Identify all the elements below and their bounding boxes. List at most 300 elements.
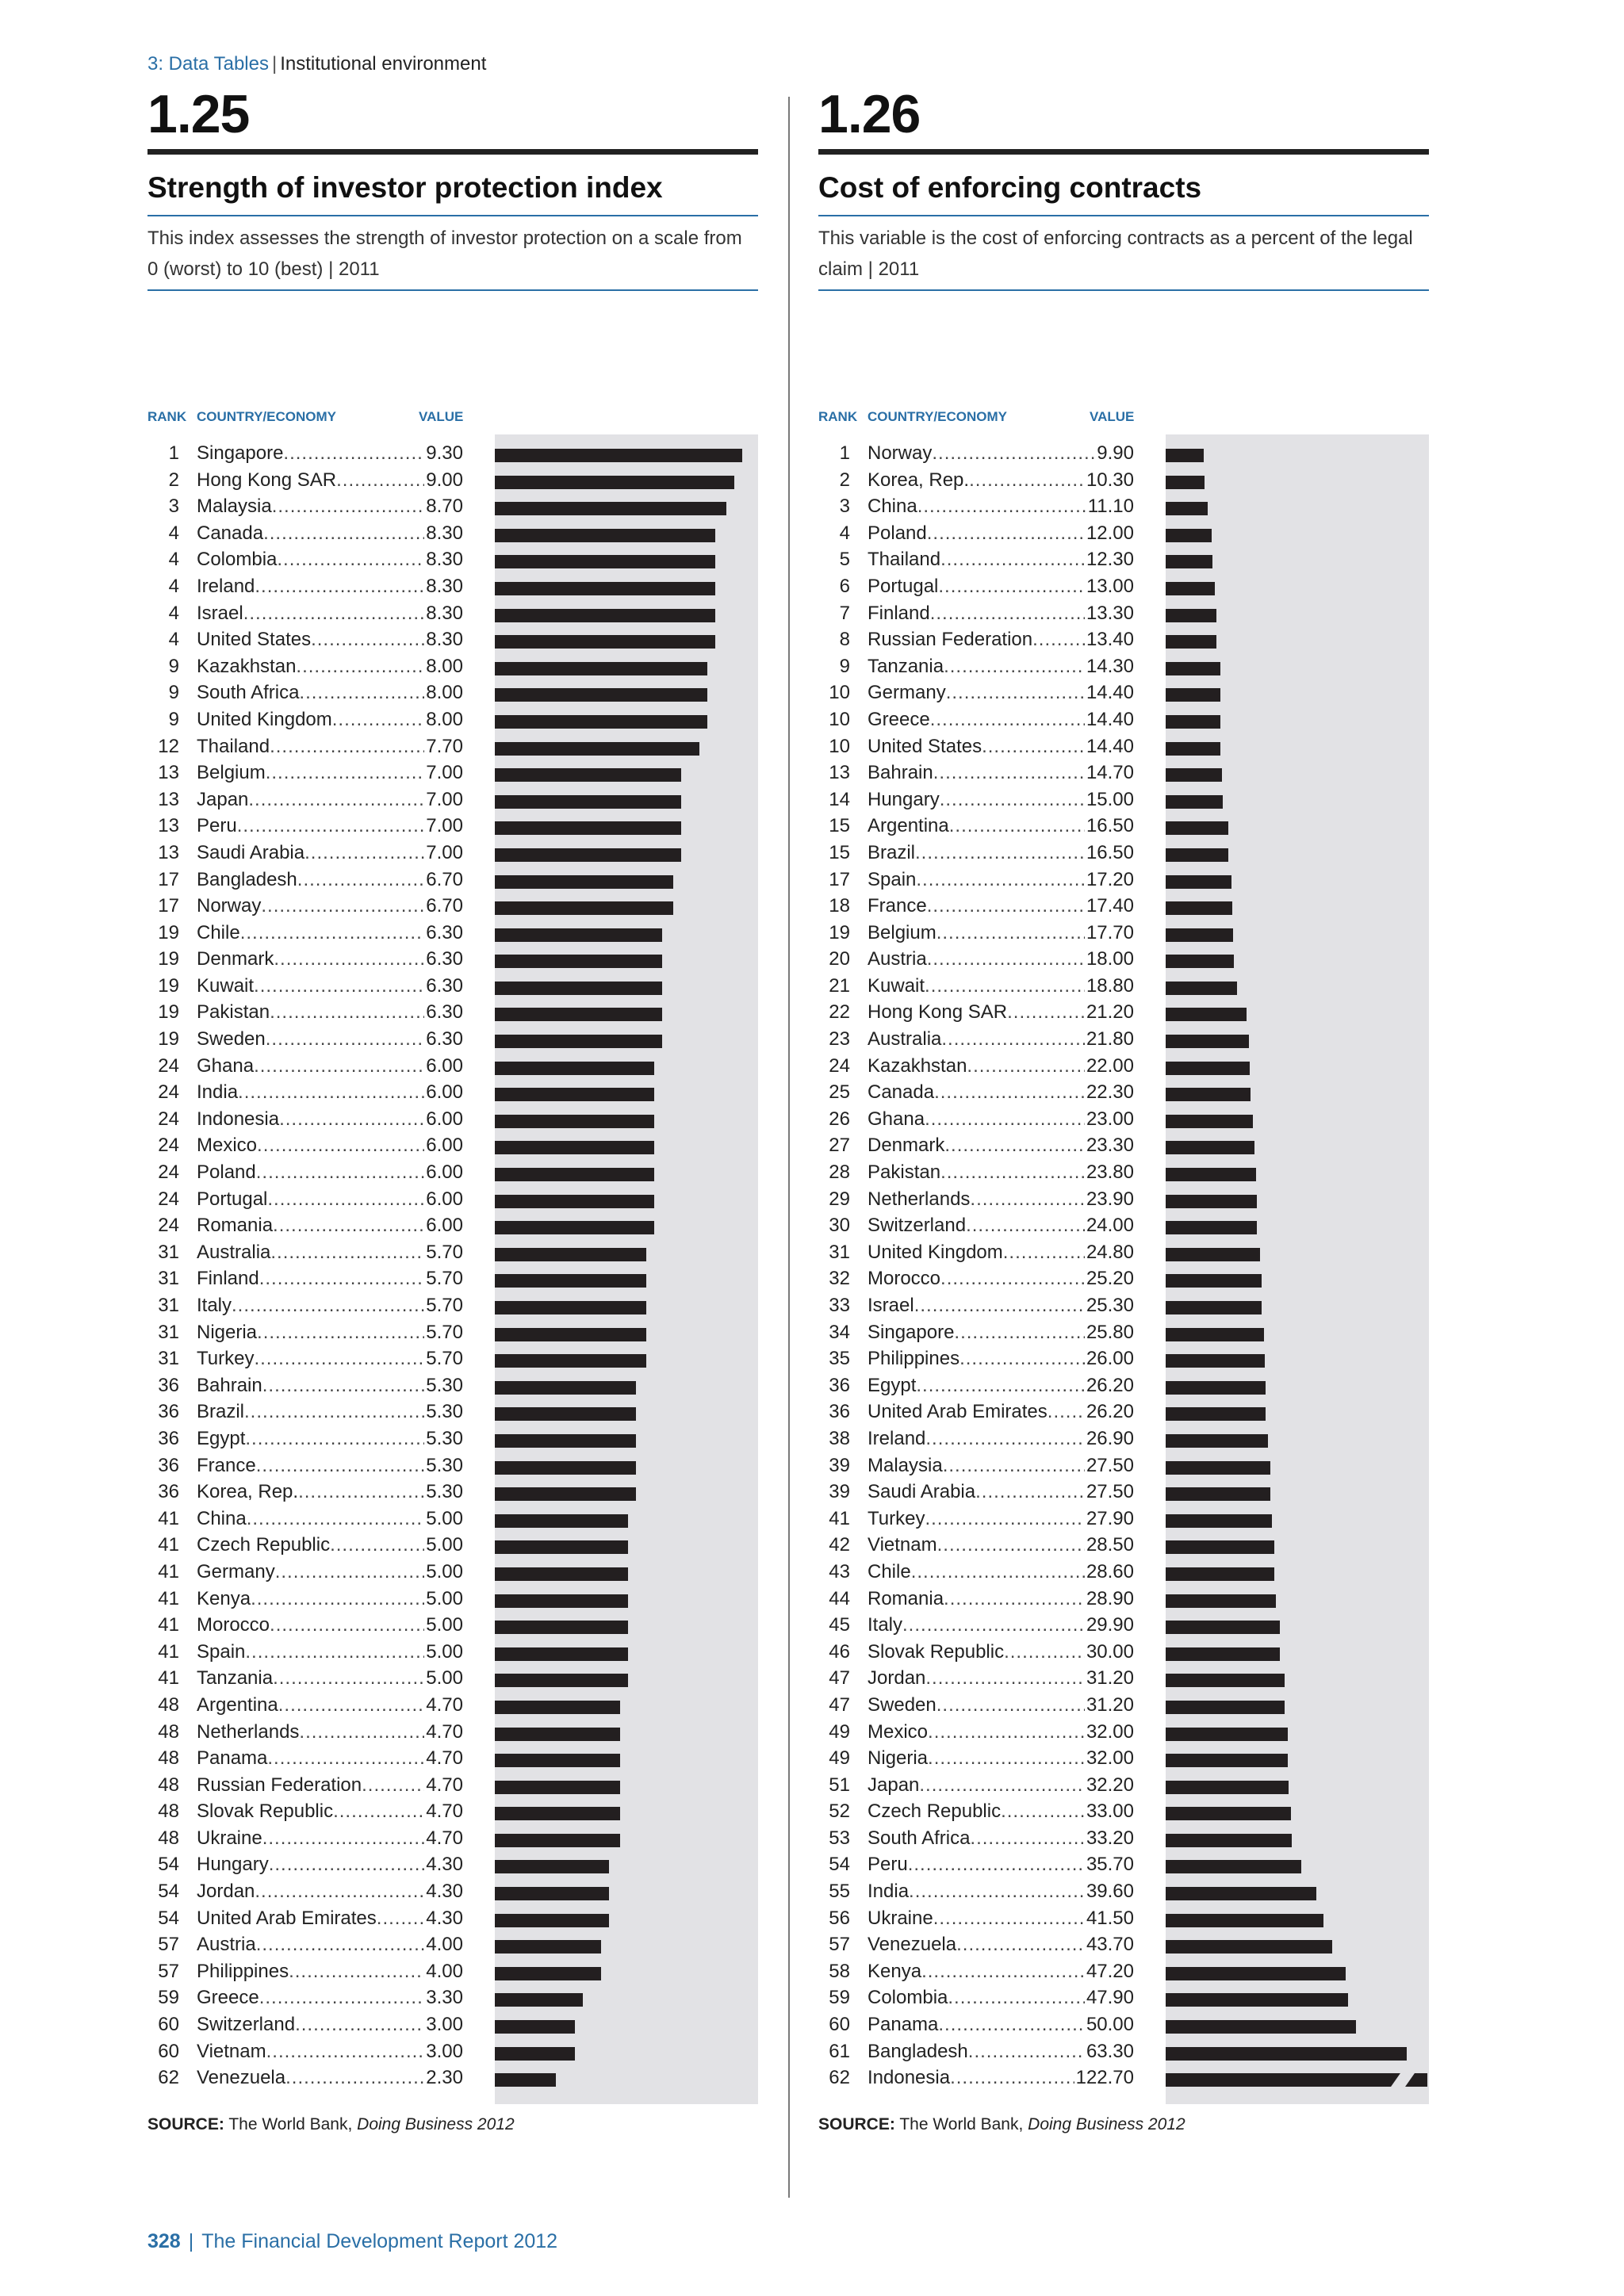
row-rank: 19 [158, 948, 179, 970]
table-row [818, 2065, 1429, 2092]
row-country: Poland ..... [868, 522, 1134, 545]
row-value: 5.70 [426, 1268, 463, 1290]
row-rank: 4 [168, 549, 179, 571]
table-row [147, 1746, 758, 1773]
row-rank: 4 [168, 575, 179, 597]
row-bar [1166, 688, 1220, 702]
row-bar [495, 502, 726, 515]
row-rank: 33 [829, 1295, 850, 1316]
row-rank: 62 [829, 2067, 850, 2089]
row-rank: 25 [829, 1081, 850, 1104]
row-rank: 21 [829, 974, 850, 997]
row-value: 18.80 [1086, 974, 1134, 997]
row-value: 14.40 [1086, 735, 1134, 757]
table-row [818, 1985, 1429, 2012]
table-row [818, 947, 1429, 974]
row-bar [495, 1621, 628, 1634]
table-row [818, 1399, 1429, 1426]
row-bar [495, 821, 681, 835]
row-country: Finland ..... [197, 1268, 463, 1290]
row-country: Venezuela ..... [197, 2067, 463, 2089]
breadcrumb-section: 3: Data Tables [147, 53, 269, 75]
row-country: Peru ..... [868, 1854, 1134, 1876]
row-value: 25.20 [1086, 1268, 1134, 1290]
row-value: 8.30 [426, 575, 463, 597]
row-value: 25.80 [1086, 1321, 1134, 1343]
row-rank: 2 [839, 469, 850, 491]
table-row [147, 1213, 758, 1240]
table-row [147, 1000, 758, 1027]
row-country: Saudi Arabia ..... [197, 842, 463, 864]
row-rank: 41 [158, 1534, 179, 1556]
row-rank: 62 [158, 2067, 179, 2089]
row-bar [495, 1035, 662, 1048]
row-rank: 13 [829, 762, 850, 784]
row-rank: 36 [829, 1374, 850, 1396]
row-bar [1166, 1381, 1266, 1395]
table-header [147, 409, 758, 433]
row-rank: 55 [829, 1881, 850, 1903]
row-country: Russian Federation ..... [197, 1774, 463, 1797]
table-row [147, 574, 758, 601]
table-rows [147, 441, 758, 2092]
row-value: 10.30 [1086, 469, 1134, 491]
row-rank: 24 [158, 1135, 179, 1157]
table-row [818, 521, 1429, 548]
row-rank: 19 [829, 921, 850, 943]
table-row [147, 1666, 758, 1693]
row-country: Romania ..... [197, 1215, 463, 1237]
row-rank: 4 [168, 629, 179, 651]
row-value: 6.00 [426, 1161, 463, 1184]
row-rank: 9 [168, 655, 179, 677]
row-country: United Arab Emirates ..... [868, 1401, 1134, 1423]
table-row [147, 1346, 758, 1373]
row-bar [495, 449, 742, 462]
table-row [147, 601, 758, 628]
row-value: 4.70 [426, 1774, 463, 1796]
table-row [818, 1932, 1429, 1959]
row-bar [495, 1914, 609, 1927]
row-rank: 5 [839, 549, 850, 571]
row-rank: 23 [829, 1028, 850, 1050]
row-bar [1166, 1701, 1285, 1714]
row-rank: 54 [158, 1854, 179, 1876]
row-rank: 26 [829, 1108, 850, 1130]
row-value: 39.60 [1086, 1881, 1134, 1903]
source-note [147, 2115, 515, 2134]
row-bar [495, 529, 715, 542]
row-value: 6.30 [426, 921, 463, 943]
row-bar [495, 555, 715, 568]
table-row [818, 1559, 1429, 1586]
row-value: 17.70 [1086, 921, 1134, 943]
row-rank: 41 [158, 1560, 179, 1582]
table-row [818, 1879, 1429, 1906]
table-row [147, 547, 758, 574]
row-value: 8.00 [426, 708, 463, 730]
table-row [147, 707, 758, 734]
row-bar [495, 1062, 654, 1075]
table-row [818, 920, 1429, 947]
row-rank: 15 [829, 815, 850, 837]
row-value: 47.20 [1086, 1960, 1134, 1982]
row-bar [495, 1221, 654, 1234]
row-country: Turkey ..... [868, 1508, 1134, 1530]
row-country: Bahrain ..... [197, 1375, 463, 1397]
table-row [147, 867, 758, 894]
row-value: 27.90 [1086, 1507, 1134, 1529]
row-country: Finland ..... [868, 603, 1134, 625]
row-country: Indonesia ..... [868, 2067, 1134, 2089]
row-value: 14.40 [1086, 682, 1134, 704]
row-rank: 18 [829, 895, 850, 917]
source-title: Doing Business 2012 [1028, 2115, 1185, 2133]
row-country: Hong Kong SAR ..... [197, 469, 463, 492]
row-bar [1166, 2047, 1407, 2061]
row-value: 14.30 [1086, 655, 1134, 677]
row-bar [495, 688, 707, 702]
row-bar [495, 1301, 646, 1314]
row-bar [1166, 1781, 1289, 1794]
row-bar [1166, 1887, 1316, 1900]
row-country: Italy ..... [868, 1614, 1134, 1636]
row-bar [495, 1728, 620, 1741]
row-country: Tanzania ..... [197, 1667, 463, 1689]
row-value: 4.00 [426, 1934, 463, 1956]
row-country: Mexico ..... [868, 1721, 1134, 1743]
row-value: 21.20 [1086, 1001, 1134, 1024]
row-country: Vietnam ..... [197, 2041, 463, 2063]
table-row [818, 1852, 1429, 1879]
row-rank: 36 [158, 1481, 179, 1503]
table-rows [818, 441, 1429, 2092]
row-bar [495, 1834, 620, 1847]
row-country: China ..... [868, 496, 1134, 518]
row-rank: 17 [158, 895, 179, 917]
table-row [818, 1000, 1429, 1027]
row-country: Belgium ..... [868, 922, 1134, 944]
table-row [818, 974, 1429, 1001]
row-bar [1166, 1621, 1280, 1634]
row-bar [495, 715, 707, 729]
column-header-rank: RANK [818, 409, 858, 424]
row-country: Austria ..... [868, 948, 1134, 970]
row-rank: 47 [829, 1667, 850, 1689]
row-country: Thailand ..... [197, 736, 463, 758]
row-bar [1166, 1993, 1348, 2007]
row-value: 7.70 [426, 735, 463, 757]
row-value: 6.70 [426, 868, 463, 890]
row-value: 9.30 [426, 442, 463, 464]
row-value: 12.00 [1086, 522, 1134, 544]
table-row [147, 813, 758, 840]
row-country: Sweden ..... [868, 1694, 1134, 1716]
row-value: 31.20 [1086, 1693, 1134, 1716]
row-rank: 9 [168, 708, 179, 730]
row-bar [495, 1701, 620, 1714]
row-value: 13.30 [1086, 602, 1134, 624]
row-country: Ukraine ..... [868, 1908, 1134, 1930]
row-value: 17.20 [1086, 868, 1134, 890]
row-bar [495, 609, 715, 622]
row-rank: 19 [158, 974, 179, 997]
row-bar [495, 662, 707, 675]
title-underline [818, 215, 1429, 216]
row-rank: 29 [829, 1188, 850, 1210]
row-country: Venezuela ..... [868, 1934, 1134, 1956]
row-rank: 59 [829, 1987, 850, 2009]
table-row [818, 813, 1429, 840]
row-bar [1166, 1088, 1251, 1101]
row-country: Nigeria ..... [868, 1747, 1134, 1770]
row-value: 5.00 [426, 1560, 463, 1582]
row-value: 25.30 [1086, 1295, 1134, 1316]
table-row [818, 1826, 1429, 1853]
table-row [818, 1533, 1429, 1559]
row-rank: 60 [158, 2014, 179, 2036]
table-row [147, 1879, 758, 1906]
table-description: This index assesses the strength of investor protection on a scale from 0 (worst) to 10 (best) | 2011 [147, 228, 742, 280]
row-country: Jordan ..... [868, 1667, 1134, 1689]
table-row [147, 1559, 758, 1586]
row-bar [1166, 1914, 1323, 1927]
row-value: 6.00 [426, 1081, 463, 1104]
row-rank: 48 [158, 1774, 179, 1796]
row-bar [1166, 1674, 1285, 1687]
row-value: 5.70 [426, 1295, 463, 1316]
row-value: 23.30 [1086, 1135, 1134, 1157]
row-country: Japan ..... [868, 1774, 1134, 1797]
row-rank: 20 [829, 948, 850, 970]
row-bar [495, 1967, 601, 1980]
row-value: 6.30 [426, 948, 463, 970]
row-value: 4.70 [426, 1720, 463, 1743]
row-country: Italy ..... [197, 1295, 463, 1317]
row-bar [1166, 2020, 1356, 2034]
row-bar [495, 1781, 620, 1794]
table-row [818, 1320, 1429, 1347]
table-number: 1.25 [147, 84, 250, 144]
row-bar [1166, 502, 1208, 515]
table-row [147, 1985, 758, 2012]
row-country: Denmark ..... [868, 1135, 1134, 1157]
table-row [818, 1160, 1429, 1187]
table-row [818, 734, 1429, 761]
row-rank: 54 [829, 1854, 850, 1876]
row-bar [1166, 1834, 1292, 1847]
row-bar [495, 1354, 646, 1368]
row-bar [1166, 1540, 1274, 1554]
row-country: Bahrain ..... [868, 762, 1134, 784]
row-rank: 19 [158, 1028, 179, 1050]
row-rank: 31 [158, 1321, 179, 1343]
row-value: 23.90 [1086, 1188, 1134, 1210]
row-rank: 41 [829, 1507, 850, 1529]
table-row [818, 707, 1429, 734]
row-country: Greece ..... [868, 709, 1134, 731]
row-country: Netherlands ..... [868, 1188, 1134, 1211]
row-bar [1166, 1754, 1288, 1767]
row-value: 8.00 [426, 682, 463, 704]
table-row [818, 1613, 1429, 1640]
row-country: Saudi Arabia ..... [868, 1481, 1134, 1503]
table-row [147, 1852, 758, 1879]
row-bar [495, 1487, 636, 1501]
table-row [818, 1746, 1429, 1773]
row-bar [495, 1674, 628, 1687]
row-rank: 32 [829, 1268, 850, 1290]
table-row [818, 680, 1429, 707]
title-underline [147, 215, 758, 216]
row-bar [1166, 476, 1205, 489]
row-bar [1166, 1807, 1291, 1820]
table-row [818, 1346, 1429, 1373]
row-rank: 60 [829, 2014, 850, 2036]
row-country: Korea, Rep. ..... [197, 1481, 463, 1503]
row-rank: 36 [829, 1401, 850, 1423]
row-bar [495, 1514, 628, 1528]
row-bar [495, 1594, 628, 1608]
table-row [818, 1054, 1429, 1081]
row-rank: 15 [829, 841, 850, 863]
source-label: SOURCE: [818, 2115, 895, 2133]
table-row [147, 1399, 758, 1426]
table-row [818, 1799, 1429, 1826]
row-rank: 41 [158, 1640, 179, 1663]
row-rank: 54 [158, 1881, 179, 1903]
row-rank: 22 [829, 1001, 850, 1024]
row-value: 8.30 [426, 549, 463, 571]
table-row [147, 1107, 758, 1134]
row-value: 22.00 [1086, 1054, 1134, 1077]
row-country: United Kingdom ..... [868, 1242, 1134, 1264]
table-row [818, 840, 1429, 867]
table-row [147, 680, 758, 707]
row-value: 33.00 [1086, 1800, 1134, 1823]
row-bar [1166, 742, 1220, 756]
row-bar [1166, 1967, 1346, 1980]
table-row [818, 787, 1429, 814]
row-value: 16.50 [1086, 841, 1134, 863]
row-value: 3.30 [426, 1987, 463, 2009]
row-bar [1166, 582, 1215, 595]
row-value: 4.70 [426, 1827, 463, 1849]
table-row [818, 1666, 1429, 1693]
row-rank: 53 [829, 1827, 850, 1849]
row-country: Ghana ..... [197, 1055, 463, 1077]
row-rank: 30 [829, 1215, 850, 1237]
row-rank: 4 [168, 602, 179, 624]
row-rank: 60 [158, 2040, 179, 2062]
row-value: 13.00 [1086, 575, 1134, 597]
row-rank: 36 [158, 1427, 179, 1449]
row-value: 24.80 [1086, 1241, 1134, 1263]
row-rank: 59 [158, 1987, 179, 2009]
row-country: Chile ..... [197, 922, 463, 944]
row-bar [495, 982, 662, 995]
table-row [147, 1479, 758, 1506]
row-value: 41.50 [1086, 1907, 1134, 1929]
row-value: 11.10 [1087, 496, 1134, 518]
table-row [818, 1959, 1429, 1986]
row-rank: 47 [829, 1693, 850, 1716]
row-country: Ghana ..... [868, 1108, 1134, 1131]
row-bar [495, 901, 673, 915]
table-row [147, 1799, 758, 1826]
row-bar [495, 1647, 628, 1661]
table-row [147, 974, 758, 1001]
table-row [818, 867, 1429, 894]
row-rank: 9 [839, 655, 850, 677]
row-bar [495, 1381, 636, 1395]
row-rank: 54 [158, 1907, 179, 1929]
row-country: Brazil ..... [868, 842, 1134, 864]
row-country: Spain ..... [197, 1641, 463, 1663]
row-rank: 24 [158, 1161, 179, 1184]
row-country: Pakistan ..... [197, 1001, 463, 1024]
row-bar [1166, 1594, 1276, 1608]
table-row [818, 1133, 1429, 1160]
row-bar [1166, 1487, 1270, 1501]
description-underline [147, 289, 758, 291]
row-country: Kazakhstan ..... [197, 656, 463, 678]
source-text: The World Bank, [899, 2115, 1028, 2133]
row-rank: 56 [829, 1907, 850, 1929]
row-rank: 14 [829, 788, 850, 810]
table-row [147, 521, 758, 548]
row-bar [1166, 848, 1228, 862]
page-number: 328 [147, 2230, 181, 2252]
table-row [147, 2039, 758, 2066]
row-rank: 38 [829, 1427, 850, 1449]
table-row [147, 1320, 758, 1347]
row-rank: 49 [829, 1720, 850, 1743]
row-country: Israel ..... [868, 1295, 1134, 1317]
row-bar [1166, 1195, 1257, 1208]
table-row [818, 1773, 1429, 1800]
row-value: 7.00 [426, 788, 463, 810]
row-country: United Arab Emirates ..... [197, 1908, 463, 1930]
table-title: Cost of enforcing contracts [818, 171, 1202, 204]
row-value: 2.30 [426, 2067, 463, 2089]
row-rank: 46 [829, 1640, 850, 1663]
table-header [818, 409, 1429, 433]
table-row [818, 1080, 1429, 1107]
row-value: 9.00 [426, 469, 463, 491]
row-bar [1166, 1115, 1253, 1128]
row-country: Ireland ..... [197, 576, 463, 598]
table-row [147, 760, 758, 787]
row-country: Bangladesh ..... [197, 869, 463, 891]
table-row [818, 1027, 1429, 1054]
row-value: 17.40 [1086, 895, 1134, 917]
row-rank: 42 [829, 1534, 850, 1556]
row-country: Mexico ..... [197, 1135, 463, 1157]
table-row [818, 894, 1429, 920]
row-country: Colombia ..... [868, 1987, 1134, 2009]
row-bar [495, 1807, 620, 1820]
row-bar [495, 875, 673, 889]
table-row [147, 1373, 758, 1400]
row-bar [495, 1248, 646, 1261]
row-country: Ireland ..... [868, 1428, 1134, 1450]
row-country: Slovak Republic ..... [197, 1800, 463, 1823]
breadcrumb-separator: | [272, 53, 278, 75]
table-row [818, 627, 1429, 654]
row-bar [495, 582, 715, 595]
table-row [147, 494, 758, 521]
